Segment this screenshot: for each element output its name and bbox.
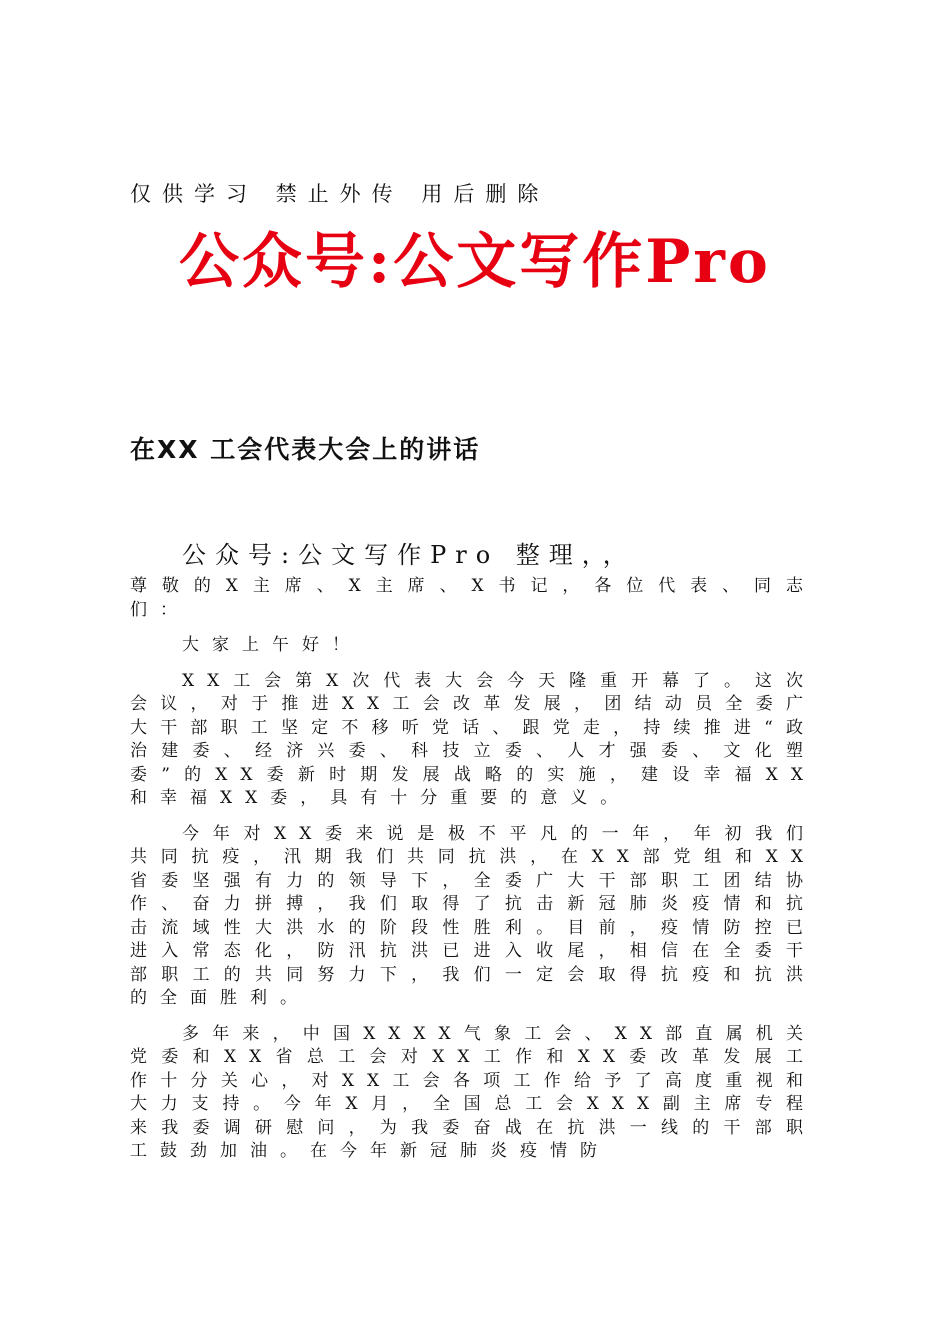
paragraph: 今年对XX委来说是极不平凡的一年，年初我们共同抗疫，汛期我们共同抗洪，在XX部党组和XX省委坚强有力的领导下，全委广大干部职工团结协作、奋力拼搏，我们取得了抗击新冠肺炎疫情和抗击流域性大洪水的阶段性胜利。目前，疫情防控已进入常态化，防汛抗洪已进入收尾，相信在全委干部职工的共同努力下，我们一定会取得抗疫和抗洪的全面胜利。 bbox=[130, 823, 816, 1008]
salutation: 尊敬的X主席、X主席、X书记，各位代表、同志们： bbox=[130, 576, 816, 620]
document-title: 在XX 工会代表大会上的讲话 bbox=[130, 435, 481, 464]
paragraph: 多年来，中国XXXX气象工会、XX部直属机关党委和XX省总工会对XX工作和XX委改革发展工作十分关心，对XX工会各项工作给予了高度重视和大力支持。今年X月，全国总工会XXX副主席专程来我委调研慰问，为我委奋战在抗洪一线的干部职工鼓劲加油。在今年新冠肺炎疫情防 bbox=[130, 1023, 816, 1161]
brand-banner: 公众号:公文写作Pro bbox=[179, 227, 771, 297]
usage-notice: 仅供学习 禁止外传 用后删除 bbox=[130, 182, 550, 206]
greeting: 大家上午好！ bbox=[182, 635, 362, 655]
document-body bbox=[130, 575, 816, 1176]
document-subtitle: 公众号:公文写作Pro 整理，， bbox=[182, 541, 636, 569]
paragraph: XX工会第X次代表大会今天隆重开幕了。这次会议，对于推进XX工会改革发展，团结动员全委广大干部职工坚定不移听党话、跟党走，持续推进“政治建委、经济兴委、科技立委、人才强委、文化塑委”的XX委新时期发展战略的实施，建设幸福XX和幸福XX委，具有十分重要的意义。 bbox=[130, 670, 816, 808]
